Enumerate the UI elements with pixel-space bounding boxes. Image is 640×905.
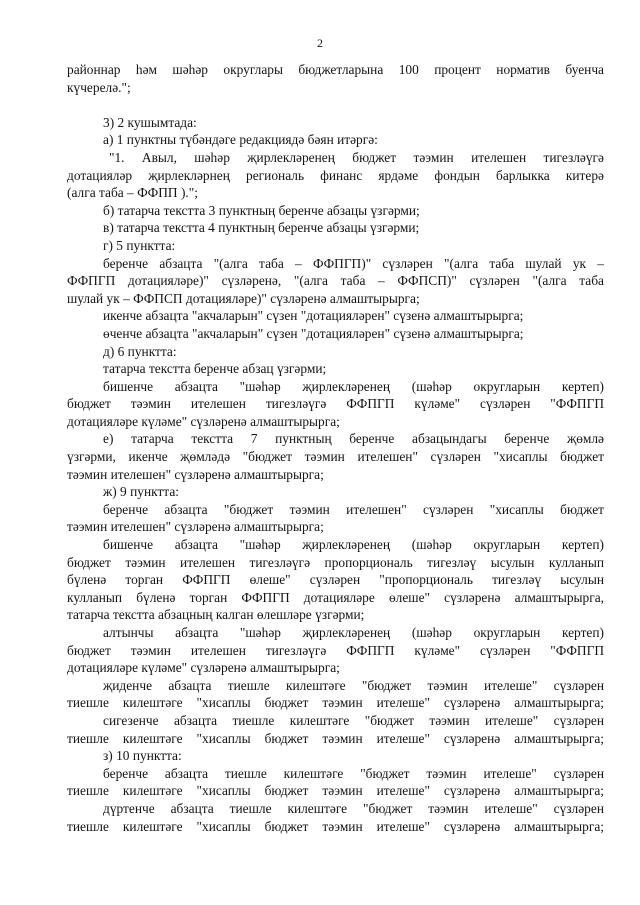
text-line: күчерелә."; bbox=[67, 79, 131, 95]
text-line: кулланып бүленә торган ФФПГП дотацияләре өлеше" сүзләренә алмаштырырга, bbox=[67, 589, 604, 605]
text-line: бүленә торган ФФПГП өлеше" сүзләрен "пропорциональ тигезләү ысулын bbox=[67, 572, 604, 588]
text-line: е) татарча текстта 7 пунктның беренче абзацындагы беренче җөмлә bbox=[103, 431, 604, 447]
text-line: икенче абзацта "акчаларын" сүзен "дотацияләрен" сүзенә алмаштырырга; bbox=[103, 308, 524, 324]
text-line: 3) 2 кушымтада: bbox=[103, 114, 197, 130]
text-line: а) 1 пунктны түбәндәге редакциядә бәян итәргә: bbox=[103, 132, 378, 148]
text-line: тиешле килештәге "хисаплы бюджет тәэмин ителеше" сүзләренә алмаштырырга; bbox=[67, 818, 604, 834]
page-number: 2 bbox=[317, 36, 323, 50]
text-line: үзгәрми, икенче җөмләдә "бюджет тәэмин ителешен" сүзләрен "хисаплы бюджет bbox=[67, 449, 604, 465]
text-line: бишенче абзацта "шәһәр җирлекләренең (шәһәр округларын кертеп) bbox=[103, 537, 604, 553]
text-line: шулай ук – ФФПСП дотацияләре)" сүзләренә алмаштырырга; bbox=[67, 290, 420, 306]
text-line: "1. Авыл, шәһәр җирлекләренең бюджет тәэмин ителешен тигезләүгә bbox=[109, 149, 604, 165]
text-line: сигезенче абзацта тиешле килештәге "бюджет тәэмин ителеше" сүзләрен bbox=[103, 712, 604, 728]
text-line: беренче абзацта "(алга таба – ФФПГП)" сүзләрен "(алга таба шулай ук – bbox=[103, 255, 604, 271]
text-line: бюджет тәэмин ителешен тигезләүгә ФФПГП күләме" сүзләрен "ФФПГП bbox=[67, 396, 604, 412]
text-line: тәэмин ителешен" сүзләренә алмаштырырга; bbox=[67, 519, 324, 535]
text-line: дотацияләр җирлекләрнең региональ финанс ярдәме фондын барлыкка китерә bbox=[67, 167, 604, 183]
text-line: тиешле килештәге "хисаплы бюджет тәэмин ителеше" сүзләренә алмаштырырга; bbox=[67, 730, 604, 746]
text-line: в) татарча текстта 4 пунктның беренче абзацы үзгәрми; bbox=[103, 220, 420, 236]
text-line: з) 10 пунктта: bbox=[103, 748, 182, 764]
text-line: дотацияләре күләме" сүзләренә алмаштырырга; bbox=[67, 660, 340, 676]
text-line: беренче абзацта "бюджет тәэмин ителешен" сүзләрен "хисаплы бюджет bbox=[103, 501, 604, 517]
text-line: дүртенче абзацта тиешле килештәге "бюджет тәэмин ителеше" сүзләрен bbox=[103, 800, 604, 816]
text-line: җиденче абзацта тиешле килештәге "бюджет тәэмин ителеше" сүзләрен bbox=[103, 677, 604, 693]
text-line: бишенче абзацта "шәһәр җирлекләренең (шәһәр округларын кертеп) bbox=[103, 378, 604, 394]
text-line: бюджет тәэмин ителешен тигезләүгә ФФПГП күләме" сүзләрен "ФФПГП bbox=[67, 642, 604, 658]
document-body bbox=[67, 61, 604, 835]
text-line: г) 5 пунктта: bbox=[103, 237, 176, 253]
text-line: тиешле килештәге "хисаплы бюджет тәэмин ителеше" сүзләренә алмаштырырга; bbox=[67, 695, 604, 711]
text-line: б) татарча текстта 3 пунктның беренче абзацы үзгәрми; bbox=[103, 202, 420, 218]
text-line: тәэмин ителешен" сүзләренә алмаштырырга; bbox=[67, 466, 324, 482]
text-line: бюджет тәэмин ителешен тигезләүгә пропорциональ тигезләү ысулын кулланып bbox=[67, 554, 604, 570]
text-line: өченче абзацта "акчаларын" сүзен "дотацияләрен" сүзенә алмаштырырга; bbox=[103, 325, 524, 341]
text-line: д) 6 пунктта: bbox=[103, 343, 177, 359]
text-line: алтынчы абзацта "шәһәр җирлекләренең (шәһәр округларын кертеп) bbox=[103, 625, 604, 640]
text-line: (алга таба – ФФПП )."; bbox=[67, 185, 198, 201]
text-line: районнар һәм шәһәр округлары бюджетларына 100 процент норматив буенча bbox=[67, 62, 604, 77]
text-line: тиешле килештәге "хисаплы бюджет тәэмин ителеше" сүзләренә алмаштырырга; bbox=[67, 783, 604, 799]
text-line: татарча текстта абзацның калган өлешләре үзгәрми; bbox=[67, 607, 365, 623]
text-line: ж) 9 пунктта: bbox=[103, 484, 179, 500]
text-line: татарча текстта беренче абзац үзгәрми; bbox=[103, 361, 327, 377]
text-line: беренче абзацта тиешле килештәге "бюджет тәэмин ителеше" сүзләрен bbox=[103, 765, 604, 781]
text-line: дотацияләре күләме" сүзләренә алмаштырырга; bbox=[67, 413, 340, 429]
text-line: ФФПГП дотацияләре)" сүзләренә, "(алга таба – ФФПСП)" сүзләрен "(алга таба bbox=[67, 273, 604, 289]
